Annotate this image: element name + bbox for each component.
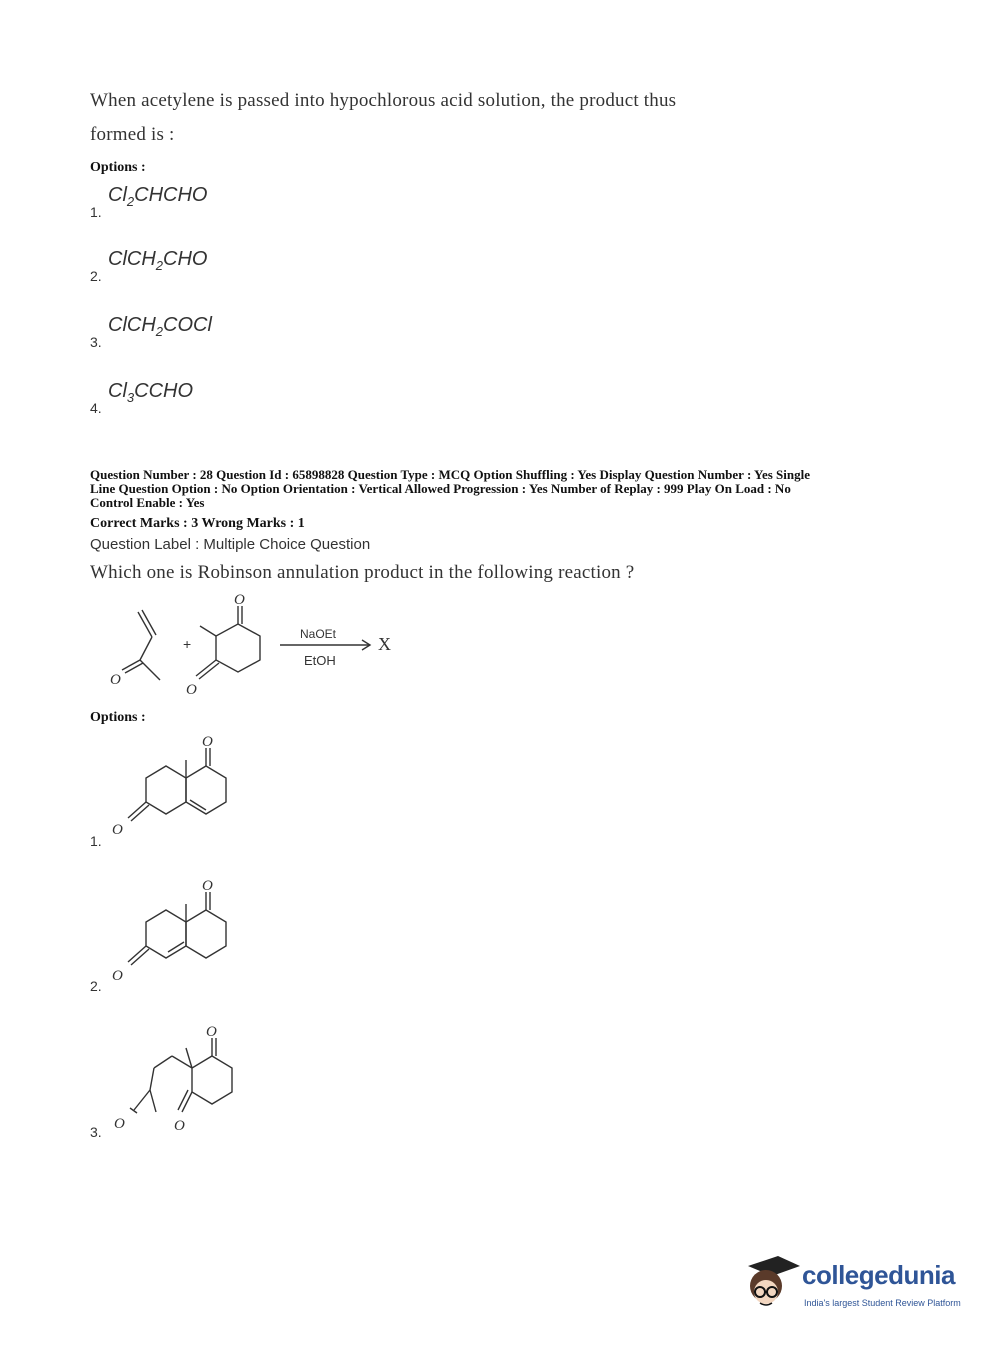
marks-info: Correct Marks : 3 Wrong Marks : 1 (90, 516, 305, 531)
option-number: 1. (90, 833, 102, 849)
plus-sign: + (183, 636, 192, 652)
question-text-line1: When acetylene is passed into hypochlorous acid solution, the product thus (90, 90, 677, 111)
option-formula: $Cl_2CHCHO$ (108, 184, 208, 209)
svg-text:O: O (112, 968, 123, 984)
option-formula: ClCH$_2$COCl (108, 314, 212, 339)
option-number: 3. (90, 334, 102, 350)
option-formula: ClCH$_2$CHO (108, 248, 208, 273)
svg-text:O: O (202, 878, 213, 894)
reagent-naoet: NaOEt (300, 627, 337, 641)
question-text: Which one is Robinson annulation product in the following reaction ? (90, 562, 635, 583)
options-label-q28: Options : (90, 710, 146, 725)
brand-tagline: India's largest Student Review Platform (804, 1298, 961, 1308)
metadata-line: Question Number : 28 Question Id : 65898828 Question Type : MCQ Option Shuffling : Yes Display Question Number : Yes Single (90, 467, 811, 482)
svg-text:O: O (110, 672, 121, 688)
mascot-icon (742, 1252, 802, 1316)
options-label: Options : (90, 160, 146, 175)
option-number: 2. (90, 978, 102, 994)
svg-text:O: O (174, 1118, 185, 1134)
svg-text:O: O (112, 822, 123, 838)
product-x: X (378, 634, 391, 654)
svg-text:O: O (206, 1024, 217, 1040)
option-number: 4. (90, 400, 102, 416)
svg-text:O: O (114, 1116, 125, 1132)
svg-text:O: O (202, 734, 213, 750)
svg-text:O: O (234, 592, 245, 608)
option-number: 3. (90, 1124, 102, 1140)
metadata-line: Line Question Option : No Option Orientation : Vertical Allowed Progression : Yes Number of Replay : 999 Play On Load : No (90, 481, 791, 496)
metadata-line: Control Enable : Yes (90, 495, 205, 510)
option-number: 1. (90, 204, 102, 220)
option-formula: $Cl_3CCHO$ (108, 380, 194, 405)
option-number: 2. (90, 268, 102, 284)
svg-text:O: O (186, 682, 197, 698)
reagent-etoh: EtOH (304, 653, 336, 668)
brand-name: collegedunia (802, 1260, 955, 1290)
question-label: Question Label : Multiple Choice Question (90, 536, 371, 553)
collegedunia-logo (742, 1252, 972, 1316)
question-text-line2: formed is : (90, 124, 175, 145)
